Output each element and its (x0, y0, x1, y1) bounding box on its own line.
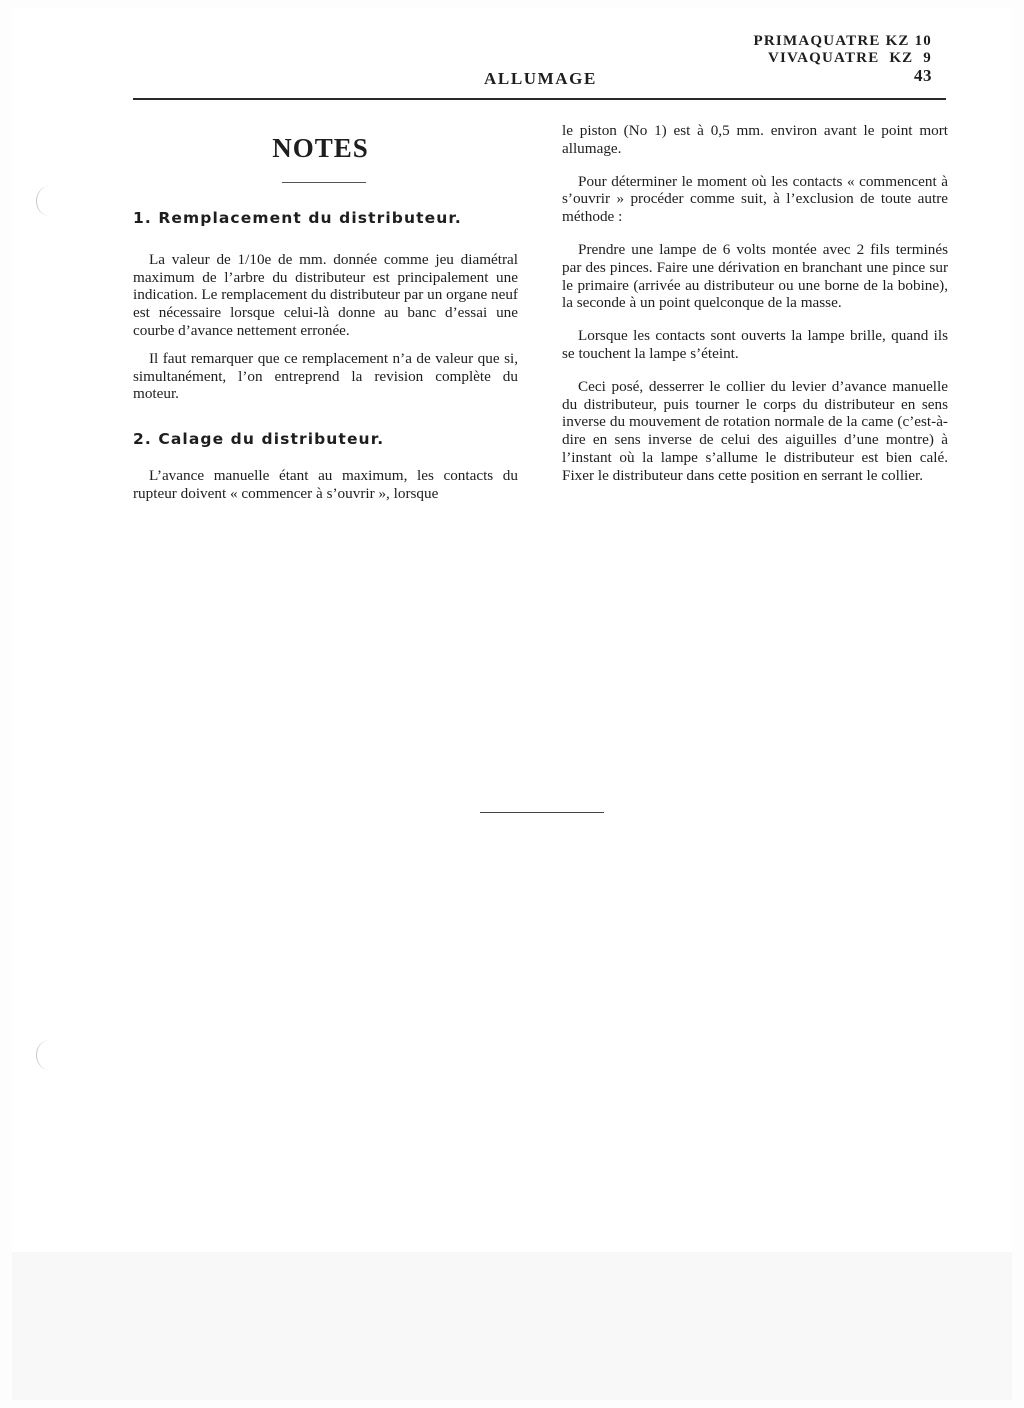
model-line-1: PRIMAQUATRE KZ 10 (753, 33, 932, 49)
punch-hole-mark (36, 186, 63, 216)
paragraph: Il faut remarquer que ce remplacement n’a de valeur que si, simultanément, l’on entreprend la revision complète du moteur. (133, 349, 518, 403)
section-title: ALLUMAGE (484, 69, 597, 88)
paragraph: Prendre une lampe de 6 volts montée avec 2 fils terminés par des pinces. Faire une dérivation en branchant une pince sur le primaire (arrivée au distributeur ou une borne de la bobine), la seconde à un point quelconque de la masse. (562, 240, 948, 312)
notes-divider (282, 182, 366, 183)
paragraph: Pour déterminer le moment où les contacts « commencent à s’ouvrir » procéder comme suit, à l’exclusion de toute autre méthode : (562, 172, 948, 226)
section-2-heading: 2. Calage du distributeur. (133, 430, 385, 449)
page-number: 43 (914, 66, 932, 85)
paragraph: Lorsque les contacts sont ouverts la lampe brille, quand ils se touchent la lampe s’éteint. (562, 327, 948, 362)
paragraph: La valeur de 1/10e de mm. donnée comme jeu diamétral maximum de l’arbre du distributeur est principalement une indication. Le remplacement du distributeur par un organe neuf est nécessaire lorsque celui-là donne au banc d’essai une courbe d’avance nettement erronée. (133, 250, 518, 339)
paragraph: L’avance manuelle étant au maximum, les contacts du rupteur doivent « commencer à s’ouvrir », lorsque (133, 466, 518, 502)
page-margin-shade (12, 1252, 1012, 1400)
left-column (133, 210, 518, 503)
paragraph: le piston (No 1) est à 0,5 mm. environ avant le point mort allumage. (562, 122, 948, 157)
section-1-heading: 1. Remplacement du distributeur. (133, 209, 462, 227)
punch-hole-mark (36, 1040, 63, 1070)
paragraph: Ceci posé, desserrer le collier du levier d’avance manuelle du distributeur, puis tourner le corps du distributeur en sens inverse du mouvement de rotation normale de la came (c’est-à-dire en sens inverse de celui des aiguilles d’une montre) à l’instant où la lampe s’allume le distributeur est bien calé. Fixer le distributeur dans cette position en serrant le collier. (562, 377, 948, 484)
right-column (562, 122, 948, 485)
end-divider (480, 812, 604, 813)
model-header (754, 33, 932, 84)
header-divider (133, 98, 946, 100)
model-line-2: VIVAQUATRE KZ 9 (767, 50, 932, 66)
notes-title: NOTES (272, 133, 369, 163)
